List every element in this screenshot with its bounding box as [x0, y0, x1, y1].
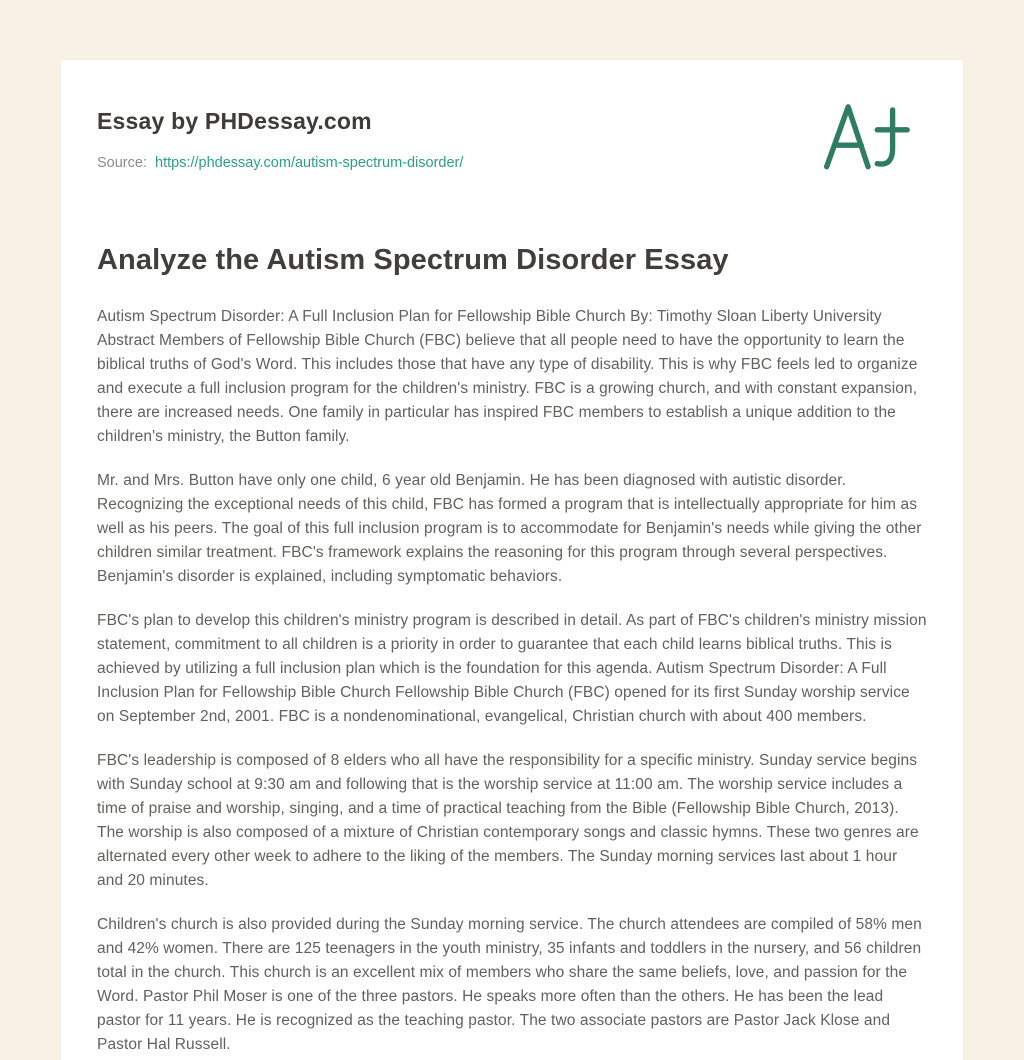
essay-title: Analyze the Autism Spectrum Disorder Essay — [97, 244, 729, 276]
source-line — [97, 155, 463, 171]
site-title: Essay by PHDessay.com — [97, 108, 372, 134]
essay-paragraph-4: FBC's leadership is composed of 8 elders who all have the responsibility for a specific ministry. Sunday service begins with Sunday school at 9:30 am and following that is the worship service at 11:00 am. The worship service includes a time of praise and worship, singing, and a time of practical teaching from the Bible (Fellowship Bible Church, 2013). The worship is also composed of a mixture of Christian contemporary songs and classic hymns. These two genres are alternated every other week to adhere to the liking of the members. The Sunday morning services last about 1 hour and 20 minutes. — [97, 752, 919, 889]
card-header — [97, 92, 927, 180]
phdessay-aplus-logo-icon — [819, 92, 911, 180]
essay-paragraph-5: Children's church is also provided during the Sunday morning service. The church attendees are compiled of 58% men and 42% women. There are 125 teenagers in the youth ministry, 35 infants and toddlers in the nursery, and 56 children total in the church. This church is an excellent mix of members who share the same beliefs, love, and passion for the Word. Pastor Phil Moser is one of the three pastors. He speaks more often than the others. He has been the lead pastor for 11 years. He is recognized as the teaching pastor. The two associate pastors are Pastor Jack Klose and Pastor Hal Russell. — [97, 916, 922, 1053]
essay-paragraph-1: Autism Spectrum Disorder: A Full Inclusion Plan for Fellowship Bible Church By: Timothy Sloan Liberty University Abstract Members of Fellowship Bible Church (FBC) believe that all people need to have the opportunity to learn the biblical truths of God's Word. This includes those that have any type of disability. This is why FBC feels led to organize and execute a full inclusion program for the children's ministry. FBC is a growing church, and with constant expansion, there are increased needs. One family in particular has inspired FBC members to establish a unique addition to the children's ministry, the Button family. — [97, 308, 918, 445]
source-link[interactable]: https://phdessay.com/autism-spectrum-disorder/ — [155, 155, 464, 171]
source-label: Source: — [97, 155, 147, 171]
header-text-block — [97, 92, 463, 171]
essay-paragraph-2: Mr. and Mrs. Button have only one child, 6 year old Benjamin. He has been diagnosed with autistic disorder. Recognizing the exceptional needs of this child, FBC has formed a program that is intellectually appropriate for him as well as his peers. The goal of this full inclusion program is to accommodate for Benjamin's needs while giving the other children similar treatment. FBC's framework explains the reasoning for this program through several perspectives. Benjamin's disorder is explained, including symptomatic behaviors. — [97, 472, 922, 585]
essay-paragraph-3: FBC's plan to develop this children's ministry program is described in detail. As part of FBC's children's ministry mission statement, commitment to all children is a priority in order to guarantee that each child learns biblical truths. This is achieved by utilizing a full inclusion plan which is the foundation for this agenda. Autism Spectrum Disorder: A Full Inclusion Plan for Fellowship Bible Church Fellowship Bible Church (FBC) opened for its first Sunday worship service on September 2nd, 2001. FBC is a nondenominational, evangelical, Christian church with about 400 members. — [97, 612, 927, 725]
essay-body — [97, 305, 927, 1057]
essay-card — [61, 60, 963, 1060]
